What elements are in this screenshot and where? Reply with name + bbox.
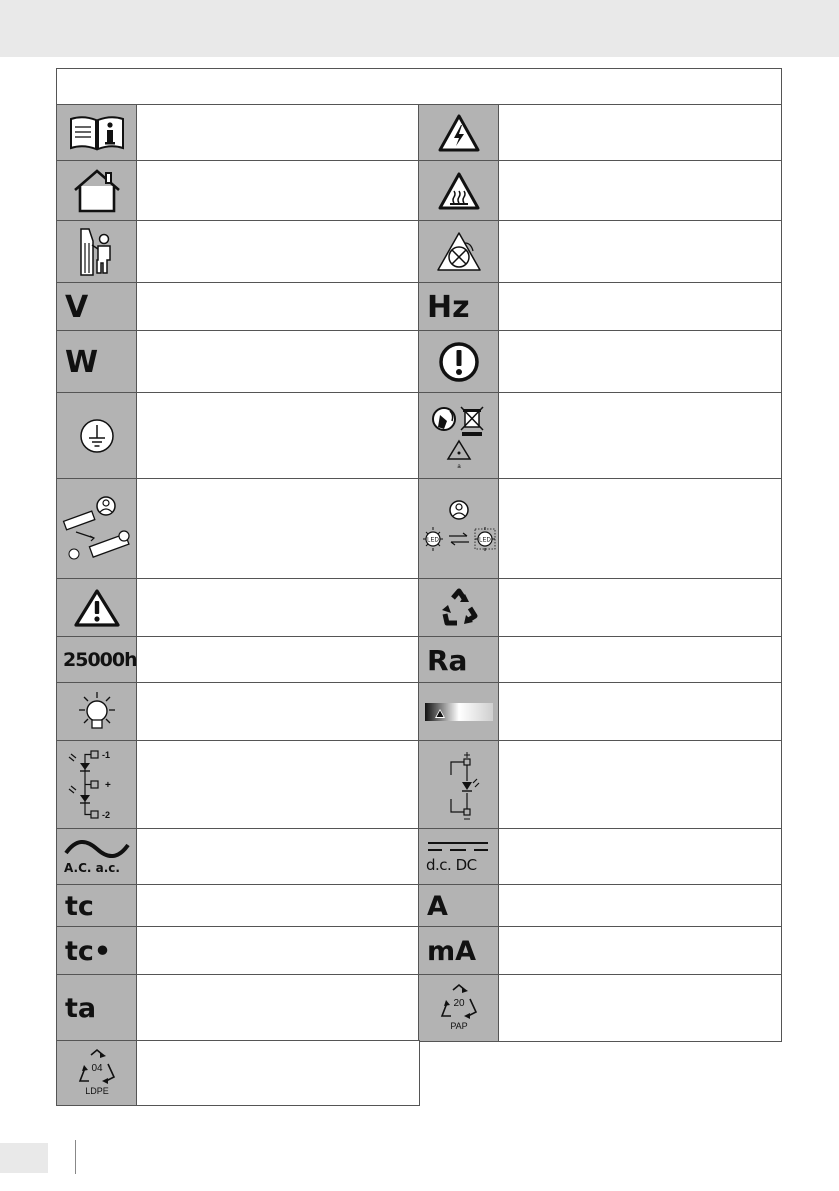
symbol-description bbox=[137, 221, 419, 283]
protective-earth-icon bbox=[57, 393, 137, 479]
recycle-icon bbox=[419, 579, 499, 637]
page-top-band bbox=[0, 0, 839, 57]
symbol-description bbox=[137, 741, 419, 829]
tc-point-symbol bbox=[57, 927, 137, 975]
hertz-symbol bbox=[419, 283, 499, 331]
child-safety-icon bbox=[57, 221, 137, 283]
color-rendering-symbol bbox=[419, 637, 499, 683]
symbol-row-tc-dot bbox=[56, 926, 420, 976]
color-rendering-text: Ra bbox=[427, 643, 468, 677]
symbol-description bbox=[137, 579, 419, 637]
ldpe-code: 04 bbox=[90, 1063, 103, 1074]
milliampere-text: mA bbox=[427, 935, 477, 967]
electric-shock-warning-icon bbox=[419, 105, 499, 161]
volt-symbol bbox=[57, 283, 137, 331]
symbol-description bbox=[137, 829, 419, 885]
symbol-row-milliampere bbox=[418, 926, 782, 976]
symbol-row-hertz bbox=[418, 282, 782, 332]
symbol-description bbox=[499, 741, 781, 829]
symbol-row-pap bbox=[418, 974, 782, 1042]
symbol-row-dc bbox=[418, 828, 782, 886]
symbol-description bbox=[137, 683, 419, 741]
terminal-minus2-label: -2 bbox=[101, 810, 110, 820]
symbol-description bbox=[499, 829, 781, 885]
disposal-recycling-icon bbox=[419, 393, 499, 479]
symbol-description bbox=[499, 221, 781, 283]
symbol-row-dimming bbox=[418, 682, 782, 742]
symbol-row-no-direct-view bbox=[418, 220, 782, 284]
symbol-description bbox=[499, 927, 781, 975]
symbol-description bbox=[499, 393, 781, 479]
direct-current-symbol bbox=[419, 829, 499, 885]
ta-text: ta bbox=[65, 992, 97, 1024]
symbol-description bbox=[137, 161, 419, 221]
symbol-row-attention bbox=[418, 330, 782, 394]
symbol-row-disposal bbox=[418, 392, 782, 480]
sine-wave-icon bbox=[64, 839, 130, 859]
table-header-row bbox=[56, 68, 782, 106]
symbol-description bbox=[499, 637, 781, 683]
pap-label: PAP bbox=[449, 1021, 468, 1031]
symbol-row-led-polarity bbox=[56, 740, 420, 830]
symbol-row-recycle bbox=[418, 578, 782, 638]
lifetime-hours-symbol bbox=[57, 637, 137, 683]
symbol-row-ta bbox=[56, 974, 420, 1042]
tc-point-text: tc• bbox=[65, 935, 112, 967]
symbol-row-manual bbox=[56, 104, 420, 162]
symbol-description bbox=[499, 683, 781, 741]
symbol-row-watt bbox=[56, 330, 420, 394]
hertz-text: Hz bbox=[427, 289, 470, 325]
read-manual-icon bbox=[57, 105, 137, 161]
symbol-description bbox=[499, 105, 781, 161]
replaceable-control-gear-icon bbox=[57, 479, 137, 579]
ldpe-label: LDPE bbox=[84, 1086, 109, 1096]
symbol-row-light-bulb bbox=[56, 682, 420, 742]
terminal-minus1-label: -1 bbox=[101, 750, 110, 760]
symbol-row-tc bbox=[56, 884, 420, 928]
lifetime-hours-text: 25000h bbox=[63, 649, 137, 671]
page-number-box bbox=[0, 1143, 48, 1173]
ambient-temperature-symbol bbox=[57, 975, 137, 1041]
led-label-left: LED bbox=[426, 537, 439, 544]
milliampere-symbol bbox=[419, 927, 499, 975]
symbol-description bbox=[137, 393, 419, 479]
symbol-description bbox=[499, 283, 781, 331]
symbol-description bbox=[137, 927, 419, 975]
indoor-use-house-icon bbox=[57, 161, 137, 221]
symbol-row-replaceable-led bbox=[418, 478, 782, 580]
symbol-description bbox=[499, 579, 781, 637]
do-not-look-into-light-icon bbox=[419, 221, 499, 283]
symbol-description bbox=[137, 105, 419, 161]
tc-symbol bbox=[57, 885, 137, 927]
general-warning-icon bbox=[57, 579, 137, 637]
symbol-description bbox=[499, 161, 781, 221]
ampere-text: A bbox=[427, 890, 448, 922]
dc-text: d.c. DC bbox=[426, 856, 477, 874]
symbol-description bbox=[137, 1041, 419, 1105]
led-label-right: LED bbox=[478, 537, 491, 544]
tc-text: tc bbox=[65, 890, 94, 922]
volt-text: V bbox=[65, 289, 89, 325]
symbol-description bbox=[499, 479, 781, 579]
symbol-row-single-led bbox=[418, 740, 782, 830]
replaceable-led-icon bbox=[419, 479, 499, 579]
symbol-description bbox=[499, 975, 781, 1041]
symbol-row-ac bbox=[56, 828, 420, 886]
pap-code: 20 bbox=[452, 998, 465, 1009]
symbol-table bbox=[56, 68, 782, 1106]
symbol-row-electric bbox=[418, 104, 782, 162]
ldpe-recycling-icon bbox=[57, 1041, 137, 1105]
symbol-row-indoor bbox=[56, 160, 420, 222]
pap-recycling-icon bbox=[419, 975, 499, 1041]
dual-led-wiring-icon bbox=[57, 741, 137, 829]
symbol-row-lifetime bbox=[56, 636, 420, 684]
light-bulb-icon bbox=[57, 683, 137, 741]
symbol-row-earth bbox=[56, 392, 420, 480]
symbol-description bbox=[137, 975, 419, 1041]
footer-divider bbox=[75, 1140, 76, 1174]
ac-text: A.C. a.c. bbox=[64, 861, 120, 875]
symbol-description bbox=[137, 885, 419, 927]
symbol-row-children bbox=[56, 220, 420, 284]
symbol-description bbox=[137, 283, 419, 331]
symbol-row-warning bbox=[56, 578, 420, 638]
symbol-description bbox=[137, 479, 419, 579]
ampere-symbol bbox=[419, 885, 499, 927]
watt-text: W bbox=[65, 344, 99, 380]
symbol-description bbox=[499, 331, 781, 393]
alternating-current-symbol bbox=[57, 829, 137, 885]
symbol-row-color-rendering bbox=[418, 636, 782, 684]
dc-lines-icon bbox=[426, 840, 490, 854]
dimmable-gradient-icon bbox=[419, 683, 499, 741]
symbol-description bbox=[137, 637, 419, 683]
symbol-row-volt bbox=[56, 282, 420, 332]
terminal-plus-label: + bbox=[104, 780, 111, 791]
hot-surface-warning-icon bbox=[419, 161, 499, 221]
symbol-row-ampere bbox=[418, 884, 782, 928]
symbol-row-replaceable-driver bbox=[56, 478, 420, 580]
symbol-description bbox=[137, 331, 419, 393]
symbol-row-ldpe bbox=[56, 1040, 420, 1106]
symbol-row-hot-surface bbox=[418, 160, 782, 222]
attention-exclamation-icon bbox=[419, 331, 499, 393]
single-led-wiring-icon bbox=[419, 741, 499, 829]
watt-symbol bbox=[57, 331, 137, 393]
svg-text:a: a bbox=[456, 464, 461, 470]
symbol-description bbox=[499, 885, 781, 927]
